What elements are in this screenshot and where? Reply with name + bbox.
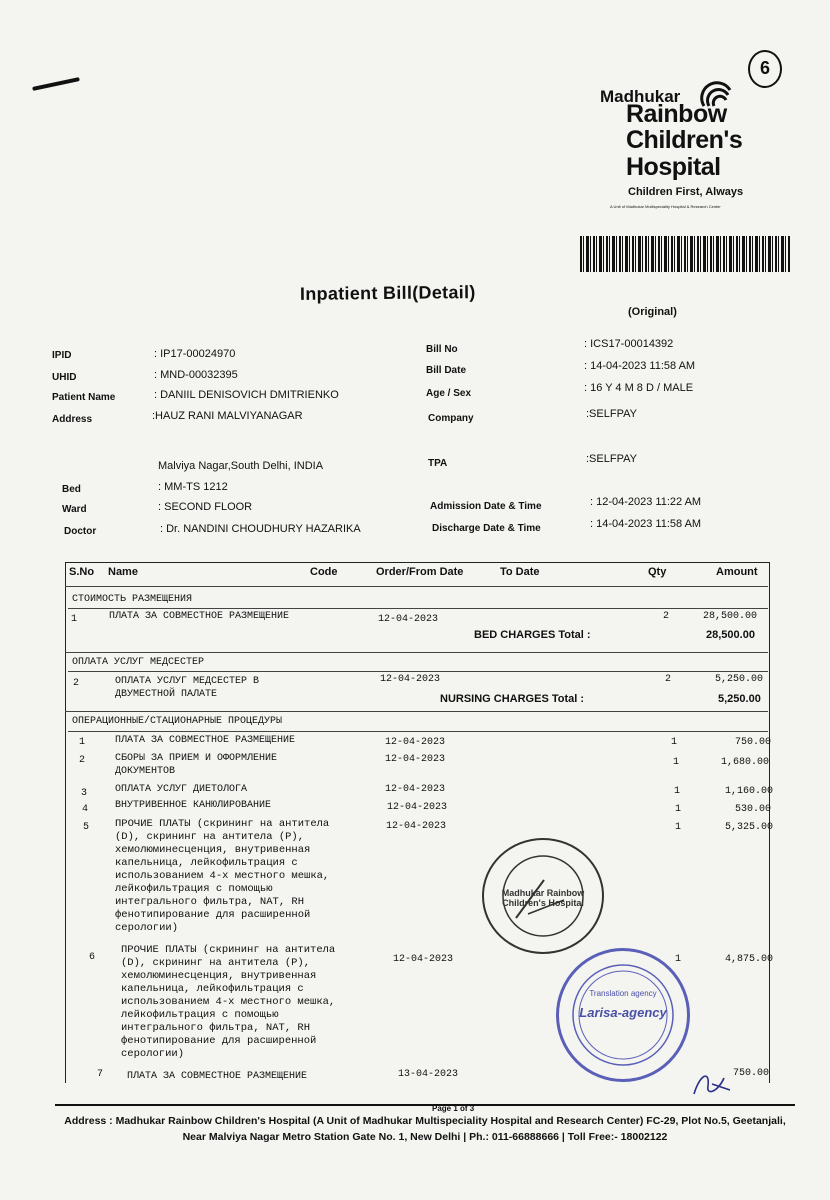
header-divider [65, 586, 768, 587]
hospital-logo [598, 82, 798, 212]
desc-line: хемолюминесценция, внутривенная [115, 844, 311, 856]
ipid-label: IPID [52, 350, 72, 361]
bill-date-value: : 14-04-2023 11:58 AM [584, 360, 696, 372]
signature-icon [690, 1064, 736, 1100]
desc-line: ПРОЧИЕ ПЛАТЫ (скрининг на антитела [121, 944, 336, 956]
row-sno: 1 [71, 614, 78, 625]
row-amount: 530.00 [735, 804, 772, 815]
agency-stamp-text: Larisa-agency [579, 1005, 667, 1020]
uhid-value: : MND-00032395 [154, 369, 238, 381]
agency-stamp-sub: Translation agency [589, 989, 657, 998]
section-title-nursing: ОПЛАТА УСЛУГ МЕДСЕСТЕР [72, 657, 205, 668]
table-row [65, 782, 774, 800]
row-sno: 5 [83, 822, 90, 833]
col-amount: Amount [716, 566, 758, 578]
hospital-stamp-text: Madhukar Rainbow Children's Hospital [501, 888, 585, 908]
bill-date-label: Bill Date [426, 365, 467, 376]
row-date: 12-04-2023 [380, 674, 441, 685]
row-amount: 750.00 [733, 1068, 770, 1079]
doctor-label: Doctor [64, 526, 97, 537]
bill-info [424, 338, 784, 538]
col-qty: Qty [648, 566, 667, 578]
row-name: ПЛАТА ЗА СОВМЕСТНОЕ РАЗМЕЩЕНИЕ [127, 1071, 308, 1082]
tpa-label: TPA [428, 458, 448, 469]
desc-line: хемолюминесценция, внутривенная [121, 970, 317, 982]
row-date: 12-04-2023 [378, 614, 439, 625]
row-date: 12-04-2023 [387, 802, 448, 813]
logo-subline: A Unit of Madhukar Multispeciality Hospital & Research Center [610, 204, 721, 209]
bed-value: : MM-TS 1212 [158, 481, 228, 493]
row-name: ВНУТРИВЕННОЕ КАНЮЛИРОВАНИЕ [115, 800, 272, 811]
desc-line: использованием 4-х местного мешка, [115, 870, 330, 882]
table-row [65, 800, 772, 818]
patient-info [48, 348, 418, 548]
bill-no-label: Bill No [426, 344, 458, 355]
footer-address-line1: Address : Madhukar Rainbow Children's Hospital (A Unit of Madhukar Multispeciality Hospital and Research Center) FC-29, Plot No.5, Geetanjali, [64, 1115, 786, 1127]
row-qty: 2 [663, 611, 670, 622]
row-sno: 1 [79, 737, 86, 748]
logo-line2: Rainbow [626, 100, 727, 128]
ward-value: : SECOND FLOOR [158, 501, 253, 513]
row-amount: 5,325.00 [725, 822, 774, 833]
desc-line: капельница, лейкофильтрация с [121, 983, 304, 995]
row-name-cont: ДВУМЕСТНОЙ ПАЛАТЕ [115, 689, 218, 700]
copy-type: (Original) [628, 306, 677, 318]
footer-divider [55, 1104, 795, 1106]
desc-line: серологии) [115, 922, 179, 934]
row-date: 13-04-2023 [398, 1069, 459, 1080]
desc-line: использованием 4-х местного мешка, [121, 996, 336, 1008]
row-description [121, 944, 401, 1061]
barcode [580, 236, 790, 272]
col-to-date: To Date [500, 566, 540, 578]
row-qty: 1 [675, 822, 682, 833]
row-amount: 1,680.00 [721, 757, 770, 768]
row-sno: 6 [89, 952, 96, 963]
row-sno: 4 [82, 804, 89, 815]
admission-value: : 12-04-2023 11:22 AM [590, 496, 702, 508]
uhid-label: UHID [52, 372, 77, 383]
row-name: ПЛАТА ЗА СОВМЕСТНОЕ РАЗМЕЩЕНИЕ [115, 735, 296, 746]
row-name: ПЛАТА ЗА СОВМЕСТНОЕ РАЗМЕЩЕНИЕ [109, 611, 290, 622]
bed-total-value: 28,500.00 [706, 629, 755, 641]
row-name: СБОРЫ ЗА ПРИЕМ И ОФОРМЛЕНИЕ [115, 753, 278, 764]
translation-agency-stamp [556, 948, 690, 1082]
discharge-label: Discharge Date & Time [432, 523, 541, 534]
nursing-total-value: 5,250.00 [718, 693, 761, 705]
desc-line: (D), скрининг на антитела (P), [121, 957, 311, 969]
col-name: Name [108, 566, 138, 578]
logo-line4: Hospital [626, 153, 721, 181]
row-qty: 1 [675, 804, 682, 815]
row-date: 12-04-2023 [385, 784, 446, 795]
desc-line: капельница, лейкофильтрация с [115, 857, 298, 869]
tpa-value: :SELFPAY [586, 453, 637, 465]
row-amount: 5,250.00 [715, 674, 764, 685]
row-name-cont: ДОКУМЕНТОВ [115, 766, 176, 777]
table-row [65, 672, 768, 712]
section-divider [65, 652, 768, 653]
logo-line3: Children's [626, 126, 743, 154]
desc-line: лейкофильтрация с помощью [115, 883, 273, 895]
logo-line1: Madhukar [600, 87, 681, 106]
pen-stroke-mark [32, 77, 80, 91]
row-date: 12-04-2023 [386, 821, 447, 832]
col-order-date: Order/From Date [376, 566, 464, 578]
desc-line: фенотипирование для расширенной [115, 909, 311, 921]
company-value: :SELFPAY [586, 408, 637, 420]
address-line1: :HAUZ RANI MALVIYANAGAR [152, 410, 303, 422]
discharge-value: : 14-04-2023 11:58 AM [590, 518, 702, 530]
desc-line: серологии) [121, 1048, 185, 1060]
row-qty: 1 [675, 954, 682, 965]
age-sex-label: Age / Sex [426, 388, 472, 399]
row-sno: 7 [97, 1069, 104, 1080]
bill-no-value: : ICS17-00014392 [584, 338, 674, 350]
desc-line: фенотипирование для расширенной [121, 1035, 317, 1047]
row-date: 12-04-2023 [385, 754, 446, 765]
address-label: Address [52, 414, 93, 425]
section-divider [65, 711, 768, 712]
page-number-mark: 6 [748, 50, 782, 88]
row-qty: 1 [674, 786, 681, 797]
table-row [65, 751, 768, 781]
desc-line: ПРОЧИЕ ПЛАТЫ (скрининг на антитела [115, 818, 330, 830]
nursing-total-label: NURSING CHARGES Total : [440, 693, 585, 705]
bed-label: Bed [62, 484, 81, 495]
section-divider [68, 731, 768, 732]
patient-name-label: Patient Name [52, 392, 116, 403]
row-amount: 750.00 [735, 737, 772, 748]
patient-name-value: : DANIIL DENISOVICH DMITRIENKO [154, 389, 339, 401]
address-line2: Malviya Nagar,South Delhi, INDIA [158, 460, 324, 472]
row-amount: 28,500.00 [703, 611, 758, 622]
hospital-stamp [482, 838, 604, 954]
ipid-value: : IP17-00024970 [154, 348, 236, 360]
page-indicator: Page 1 of 3 [432, 1104, 475, 1113]
row-amount: 1,160.00 [725, 786, 774, 797]
row-name: ОПЛАТА УСЛУГ МЕДСЕСТЕР В [115, 676, 260, 687]
ward-label: Ward [62, 504, 87, 515]
footer-address-line2: Near Malviya Nagar Metro Station Gate No. 1, New Delhi | Ph.: 011-66888666 | Toll Free:- 18002122 [182, 1131, 668, 1143]
desc-line: интегрального фильтра, NAT, RH [115, 896, 305, 908]
desc-line: интегрального фильтра, NAT, RH [121, 1022, 311, 1034]
row-qty: 1 [673, 757, 680, 768]
admission-label: Admission Date & Time [430, 501, 542, 512]
row-description [115, 818, 395, 935]
doctor-value: : Dr. NANDINI CHOUDHURY HAZARIKA [160, 523, 361, 535]
row-amount: 4,875.00 [725, 954, 774, 965]
table-row [65, 733, 772, 751]
section-title-bed: СТОИМОСТЬ РАЗМЕЩЕНИЯ [72, 594, 193, 605]
age-sex-value: : 16 Y 4 M 8 D / MALE [584, 382, 694, 394]
col-code: Code [310, 566, 338, 578]
row-sno: 2 [73, 678, 80, 689]
logo-tagline: Children First, Always [628, 186, 744, 198]
row-name: ОПЛАТА УСЛУГ ДИЕТОЛОГА [115, 784, 248, 795]
table-row [65, 609, 768, 651]
row-sno: 2 [79, 755, 86, 766]
desc-line: (D), скрининг на антитела (P), [115, 831, 305, 843]
bed-total-label: BED CHARGES Total : [474, 629, 591, 641]
table-row [65, 818, 774, 942]
document-title: Inpatient Bill(Detail) [299, 282, 476, 304]
desc-line: лейкофильтрация с помощью [121, 1009, 279, 1021]
col-sno: S.No [69, 566, 95, 578]
row-qty: 1 [671, 737, 678, 748]
company-label: Company [428, 413, 474, 424]
row-qty: 2 [665, 674, 672, 685]
row-sno: 3 [81, 788, 88, 799]
row-date: 12-04-2023 [385, 737, 446, 748]
row-date: 12-04-2023 [393, 954, 454, 965]
section-title-procedures: ОПЕРАЦИОННЫЕ/СТАЦИОНАРНЫЕ ПРОЦЕДУРЫ [72, 716, 283, 727]
